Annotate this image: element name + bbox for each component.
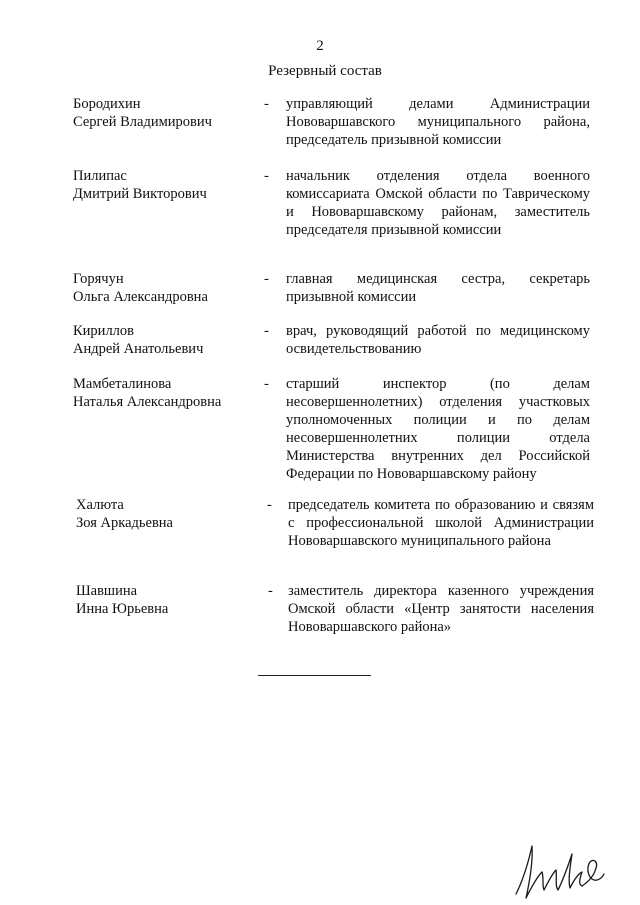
member-dash: -	[264, 271, 269, 287]
member-given-name: Наталья Александровна	[73, 394, 222, 410]
member-role: заместитель директора казенного учреждения Омской области «Центр занятости населения Нововаршавского района»	[288, 583, 594, 635]
member-given-name: Андрей Анатольевич	[73, 341, 204, 357]
member-given-name: Зоя Аркадьевна	[76, 515, 173, 531]
member-name	[73, 375, 253, 411]
member-dash: -	[267, 497, 272, 513]
member-name	[73, 322, 253, 358]
member-surname: Горячун	[73, 271, 124, 287]
member-given-name: Дмитрий Викторович	[73, 186, 207, 202]
member-surname: Бородихин	[73, 96, 141, 112]
member-name	[76, 582, 256, 618]
member-given-name: Ольга Александровна	[73, 289, 208, 305]
member-surname: Кириллов	[73, 323, 135, 339]
section-title: Резервный состав	[268, 63, 382, 79]
member-role: старший инспектор (по делам несовершеннолетних) отделения участковых уполномоченных полиции и по делам несовершеннолетних полиции отдела Министерства внутренних дел Российской Федерации по Нововаршавскому району	[286, 376, 590, 482]
member-name	[73, 167, 253, 203]
member-surname: Халюта	[76, 497, 124, 513]
member-given-name: Инна Юрьевна	[76, 601, 169, 617]
member-role: управляющий делами Администрации Нововаршавского муниципального района, председатель призывной комиссии	[286, 96, 590, 148]
page-number: 2	[316, 38, 324, 54]
member-dash: -	[264, 96, 269, 112]
member-surname: Мамбеталинова	[73, 376, 172, 392]
member-role: председатель комитета по образованию и связям с профессиональной школой Администрации Нововаршавского муниципального района	[288, 497, 594, 549]
closing-rule	[258, 675, 371, 676]
member-name	[73, 270, 253, 306]
member-role: главная медицинская сестра, секретарь призывной комиссии	[286, 271, 590, 305]
member-surname: Шавшина	[76, 583, 138, 599]
member-dash: -	[264, 168, 269, 184]
member-dash: -	[264, 323, 269, 339]
member-name	[73, 95, 253, 131]
member-role: врач, руководящий работой по медицинскому освидетельствованию	[286, 323, 590, 357]
member-dash: -	[264, 376, 269, 392]
member-name	[76, 496, 256, 532]
signature-image	[508, 832, 608, 902]
member-role: начальник отделения отдела военного комиссариата Омской области по Таврическому и Нововаршавскому районам, заместитель председателя призывной комиссии	[286, 168, 590, 238]
member-given-name: Сергей Владимирович	[73, 114, 212, 130]
member-surname: Пилипас	[73, 168, 127, 184]
member-dash: -	[268, 583, 273, 599]
